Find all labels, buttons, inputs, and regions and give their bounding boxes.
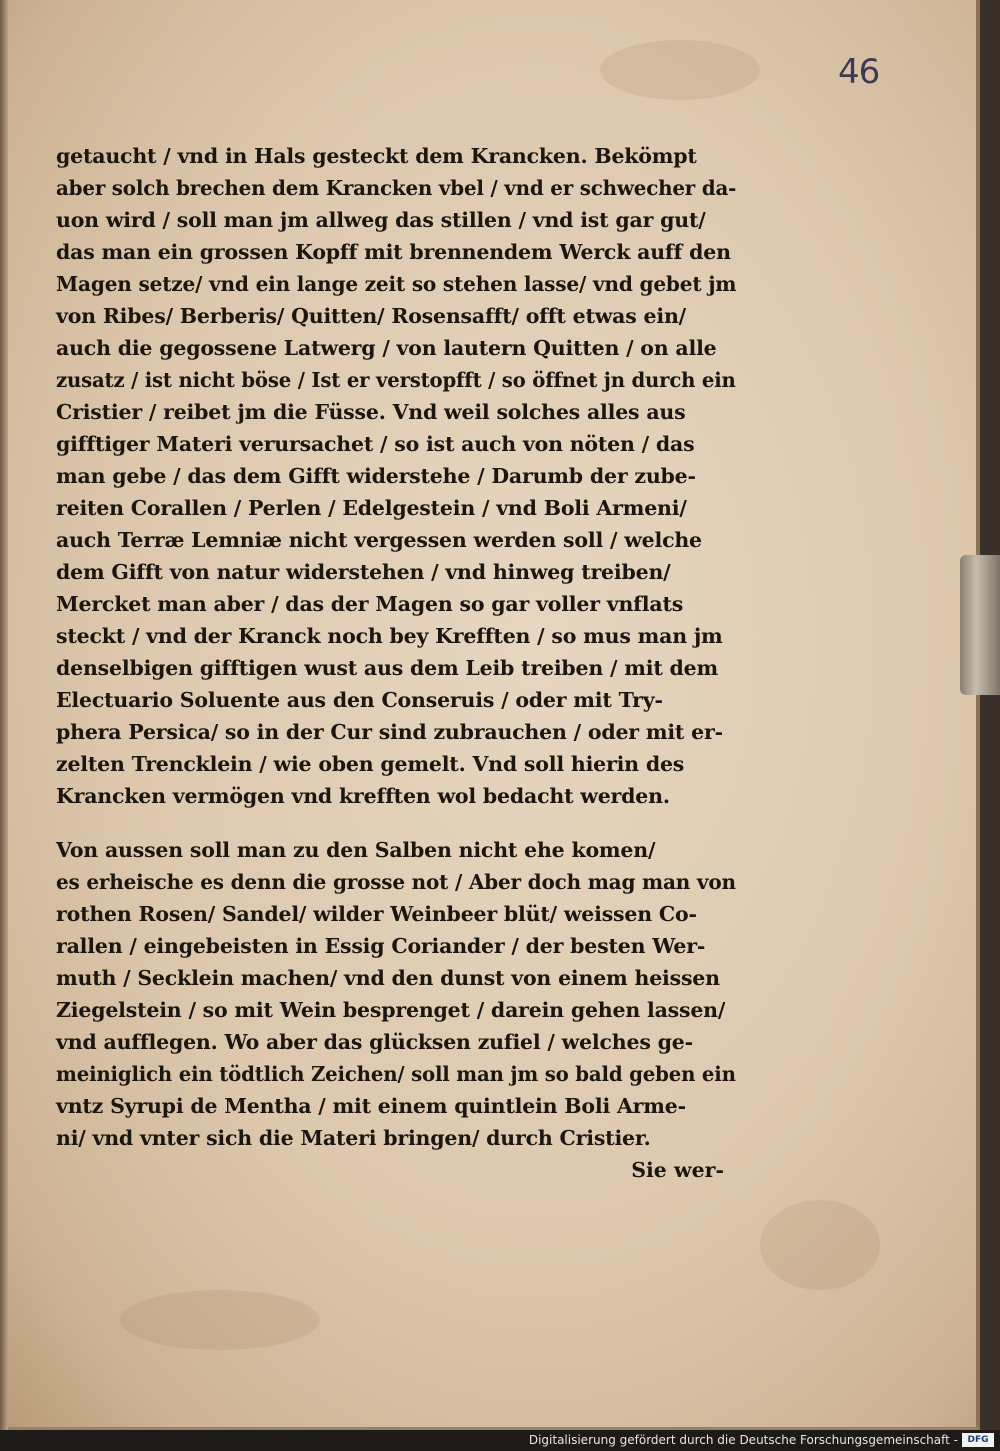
text-line: phera Persica/ so in der Cur sind zubrauchen / oder mit er- bbox=[56, 720, 723, 744]
text-line: gifftiger Materi verursachet / so ist auch von nöten / das bbox=[56, 432, 695, 456]
paragraph-2 bbox=[56, 834, 736, 1154]
text-line: zelten Trencklein / wie oben gemelt. Vnd soll hierin des bbox=[56, 752, 685, 776]
text-line: Krancken vermögen vnd krefften wol bedacht werden. bbox=[56, 784, 670, 808]
text-line: dem Gifft von natur widerstehen / vnd hinweg treiben/ bbox=[56, 560, 671, 584]
paper-stain bbox=[120, 1290, 320, 1350]
text-line: aber solch brechen dem Krancken vbel / vnd er schwecher da- bbox=[56, 176, 737, 200]
text-line: zusatz / ist nicht böse / Ist er verstopfft / so öffnet jn durch ein bbox=[56, 368, 736, 392]
page-binding-edge bbox=[0, 0, 8, 1430]
paper-stain bbox=[760, 1200, 880, 1290]
text-line: steckt / vnd der Kranck noch bey Krefften / so mus man jm bbox=[56, 624, 723, 648]
text-line: Mercket man aber / das der Magen so gar voller vnflats bbox=[56, 592, 684, 616]
catchword: Sie wer- bbox=[631, 1158, 724, 1182]
text-line: man gebe / das dem Gifft widerstehe / Darumb der zube- bbox=[56, 464, 696, 488]
text-line: es erheische es denn die grosse not / Aber doch mag man von bbox=[56, 870, 736, 894]
paper-stain bbox=[600, 40, 760, 100]
page-tab-marker bbox=[960, 555, 1000, 695]
text-line: Electuario Soluente aus den Conseruis / oder mit Try- bbox=[56, 688, 663, 712]
text-line: ni/ vnd vnter sich die Materi bringen/ durch Cristier. bbox=[56, 1126, 651, 1150]
dfg-logo: DFG bbox=[962, 1433, 994, 1447]
text-line: von Ribes/ Berberis/ Quitten/ Rosensafft/ offt etwas ein/ bbox=[56, 304, 686, 328]
text-line: Magen setze/ vnd ein lange zeit so stehen lasse/ vnd gebet jm bbox=[56, 272, 737, 296]
paragraph-1 bbox=[56, 140, 736, 812]
folio-number: 46 bbox=[838, 52, 880, 92]
text-line: getaucht / vnd in Hals gesteckt dem Krancken. Bekömpt bbox=[56, 144, 697, 168]
text-line: rallen / eingebeisten in Essig Coriander / der besten Wer- bbox=[56, 934, 706, 958]
text-line: auch Terræ Lemniæ nicht vergessen werden soll / welche bbox=[56, 528, 702, 552]
text-line: meiniglich ein tödtlich Zeichen/ soll man jm so bald geben ein bbox=[56, 1062, 736, 1086]
footer-credit: Digitalisierung gefördert durch die Deutsche Forschungsgemeinschaft - bbox=[528, 1433, 958, 1447]
text-line: vnd aufflegen. Wo aber das glücksen zufiel / welches ge- bbox=[56, 1030, 693, 1054]
text-line: Ziegelstein / so mit Wein besprenget / darein gehen lassen/ bbox=[56, 998, 726, 1022]
text-line: reiten Corallen / Perlen / Edelgestein / vnd Boli Armeni/ bbox=[56, 496, 687, 520]
text-line: vntz Syrupi de Mentha / mit einem quintlein Boli Arme- bbox=[56, 1094, 686, 1118]
text-block bbox=[56, 140, 736, 1186]
text-line: rothen Rosen/ Sandel/ wilder Weinbeer blüt/ weissen Co- bbox=[56, 902, 697, 926]
text-line: muth / Secklein machen/ vnd den dunst von einem heissen bbox=[56, 966, 720, 990]
text-line: Von aussen soll man zu den Salben nicht ehe komen/ bbox=[56, 838, 656, 862]
text-line: uon wird / soll man jm allweg das stillen / vnd ist gar gut/ bbox=[56, 208, 706, 232]
text-line: auch die gegossene Latwerg / von lautern Quitten / on alle bbox=[56, 336, 717, 360]
footer-bar bbox=[0, 1430, 1000, 1451]
text-line: Cristier / reibet jm die Füsse. Vnd weil solches alles aus bbox=[56, 400, 686, 424]
text-line: das man ein grossen Kopff mit brennendem Werck auff den bbox=[56, 240, 731, 264]
text-line: denselbigen gifftigen wust aus dem Leib treiben / mit dem bbox=[56, 656, 719, 680]
